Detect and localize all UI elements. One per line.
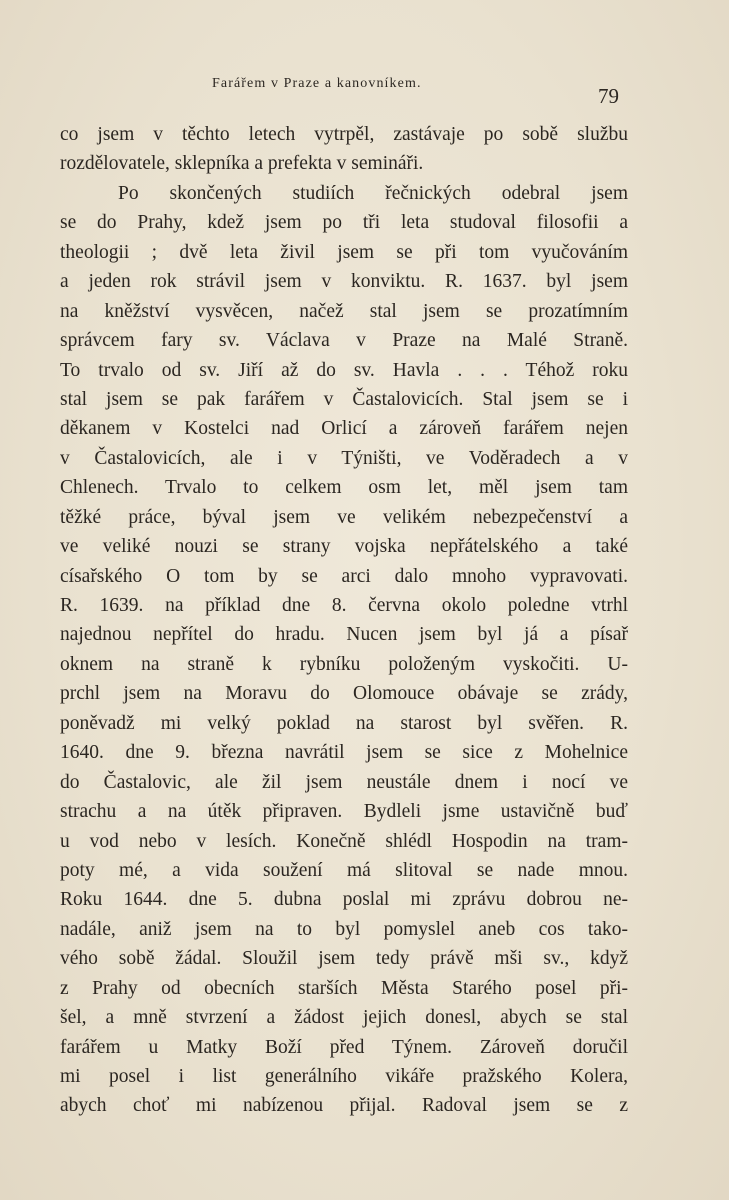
text-line: Roku 1644. dne 5. dubna poslal mi zprávu dobrou ne- — [60, 889, 628, 911]
text-line: co jsem v těchto letech vytrpěl, zastávaje po sobě službu — [60, 124, 628, 145]
text-line: R. 1639. na příklad dne 8. června okolo poledne vtrhl — [60, 595, 628, 616]
text-line: vého sobě žádal. Sloužil jsem tedy právě mši sv., když — [60, 948, 628, 970]
text-line: do Častalovic, ale žil jsem neustále dnem i nocí ve — [60, 771, 628, 793]
text-line: císařského O tom by se arci dalo mnoho vypravovati. — [60, 565, 628, 587]
text-line: prchl jsem na Moravu do Olomouce obávaje se zrády, — [60, 683, 628, 705]
text-line: se do Prahy, kdež jsem po tři leta studoval filosofii a — [60, 212, 628, 234]
text-line: správcem fary sv. Václava v Praze na Malé Straně. — [60, 330, 628, 352]
text-line: těžké práce, býval jsem ve velikém nebezpečenství a — [60, 506, 628, 528]
text-line: 1640. dne 9. března navrátil jsem se sice z Mohelnice — [60, 742, 628, 764]
text-line: theologii ; dvě leta živil jsem se při tom vyučováním — [60, 241, 628, 263]
text-line: na kněžství vysvěcen, načež stal jsem se prozatímním — [60, 300, 628, 322]
body-text — [60, 120, 628, 1121]
text-line: oknem na straně k rybníku položeným vyskočiti. U- — [60, 653, 628, 675]
text-line: To trvalo od sv. Jiří až do sv. Havla . . . Téhož roku — [60, 359, 628, 381]
text-line: mi posel i list generálního vikáře pražského Kolera, — [60, 1066, 628, 1087]
text-line: Chlenech. Trvalo to celkem osm let, měl jsem tam — [60, 477, 628, 499]
text-line: děkanem v Kostelci nad Orlicí a zároveň farářem nejen — [60, 418, 628, 440]
text-line: stal jsem se pak farářem v Častalovicích. Stal jsem se i — [60, 388, 628, 410]
page-number: 79 — [598, 84, 619, 108]
text-line: farářem u Matky Boží před Týnem. Zároveň doručil — [60, 1036, 628, 1058]
text-line: Po skončených studiích řečnických odebral jsem — [118, 182, 628, 204]
text-line: abych choť mi nabízenou přijal. Radoval jsem se z — [60, 1095, 628, 1117]
text-line: najednou nepřítel do hradu. Nucen jsem byl já a písař — [60, 624, 628, 646]
running-header: Farářem v Praze a kanovníkem. — [212, 76, 422, 91]
text-line: poněvadž mi velký poklad na starost byl svěřen. R. — [60, 712, 628, 734]
text-line: ve veliké nouzi se strany vojska nepřátelského a také — [60, 536, 628, 558]
text-line: rozdělovatele, sklepníka a prefekta v semináři. — [60, 153, 424, 175]
text-line: z Prahy od obecních starších Města Starého posel při- — [60, 977, 628, 999]
text-line: a jeden rok strávil jsem v konviktu. R. 1637. byl jsem — [60, 271, 628, 293]
text-line: poty mé, a vida soužení má slitoval se nade mnou. — [60, 859, 628, 881]
text-line: nadále, aniž jsem na to byl pomyslel aneb cos tako- — [60, 918, 628, 940]
text-line: strachu a na útěk připraven. Bydleli jsme ustavičně buď — [60, 801, 628, 823]
text-line: šel, a mně stvrzení a žádost jejich donesl, abych se stal — [60, 1007, 628, 1029]
text-line: u vod nebo v lesích. Konečně shlédl Hospodin na tram- — [60, 830, 628, 852]
text-line: v Častalovicích, ale i v Týništi, ve Voděradech a v — [60, 447, 628, 469]
